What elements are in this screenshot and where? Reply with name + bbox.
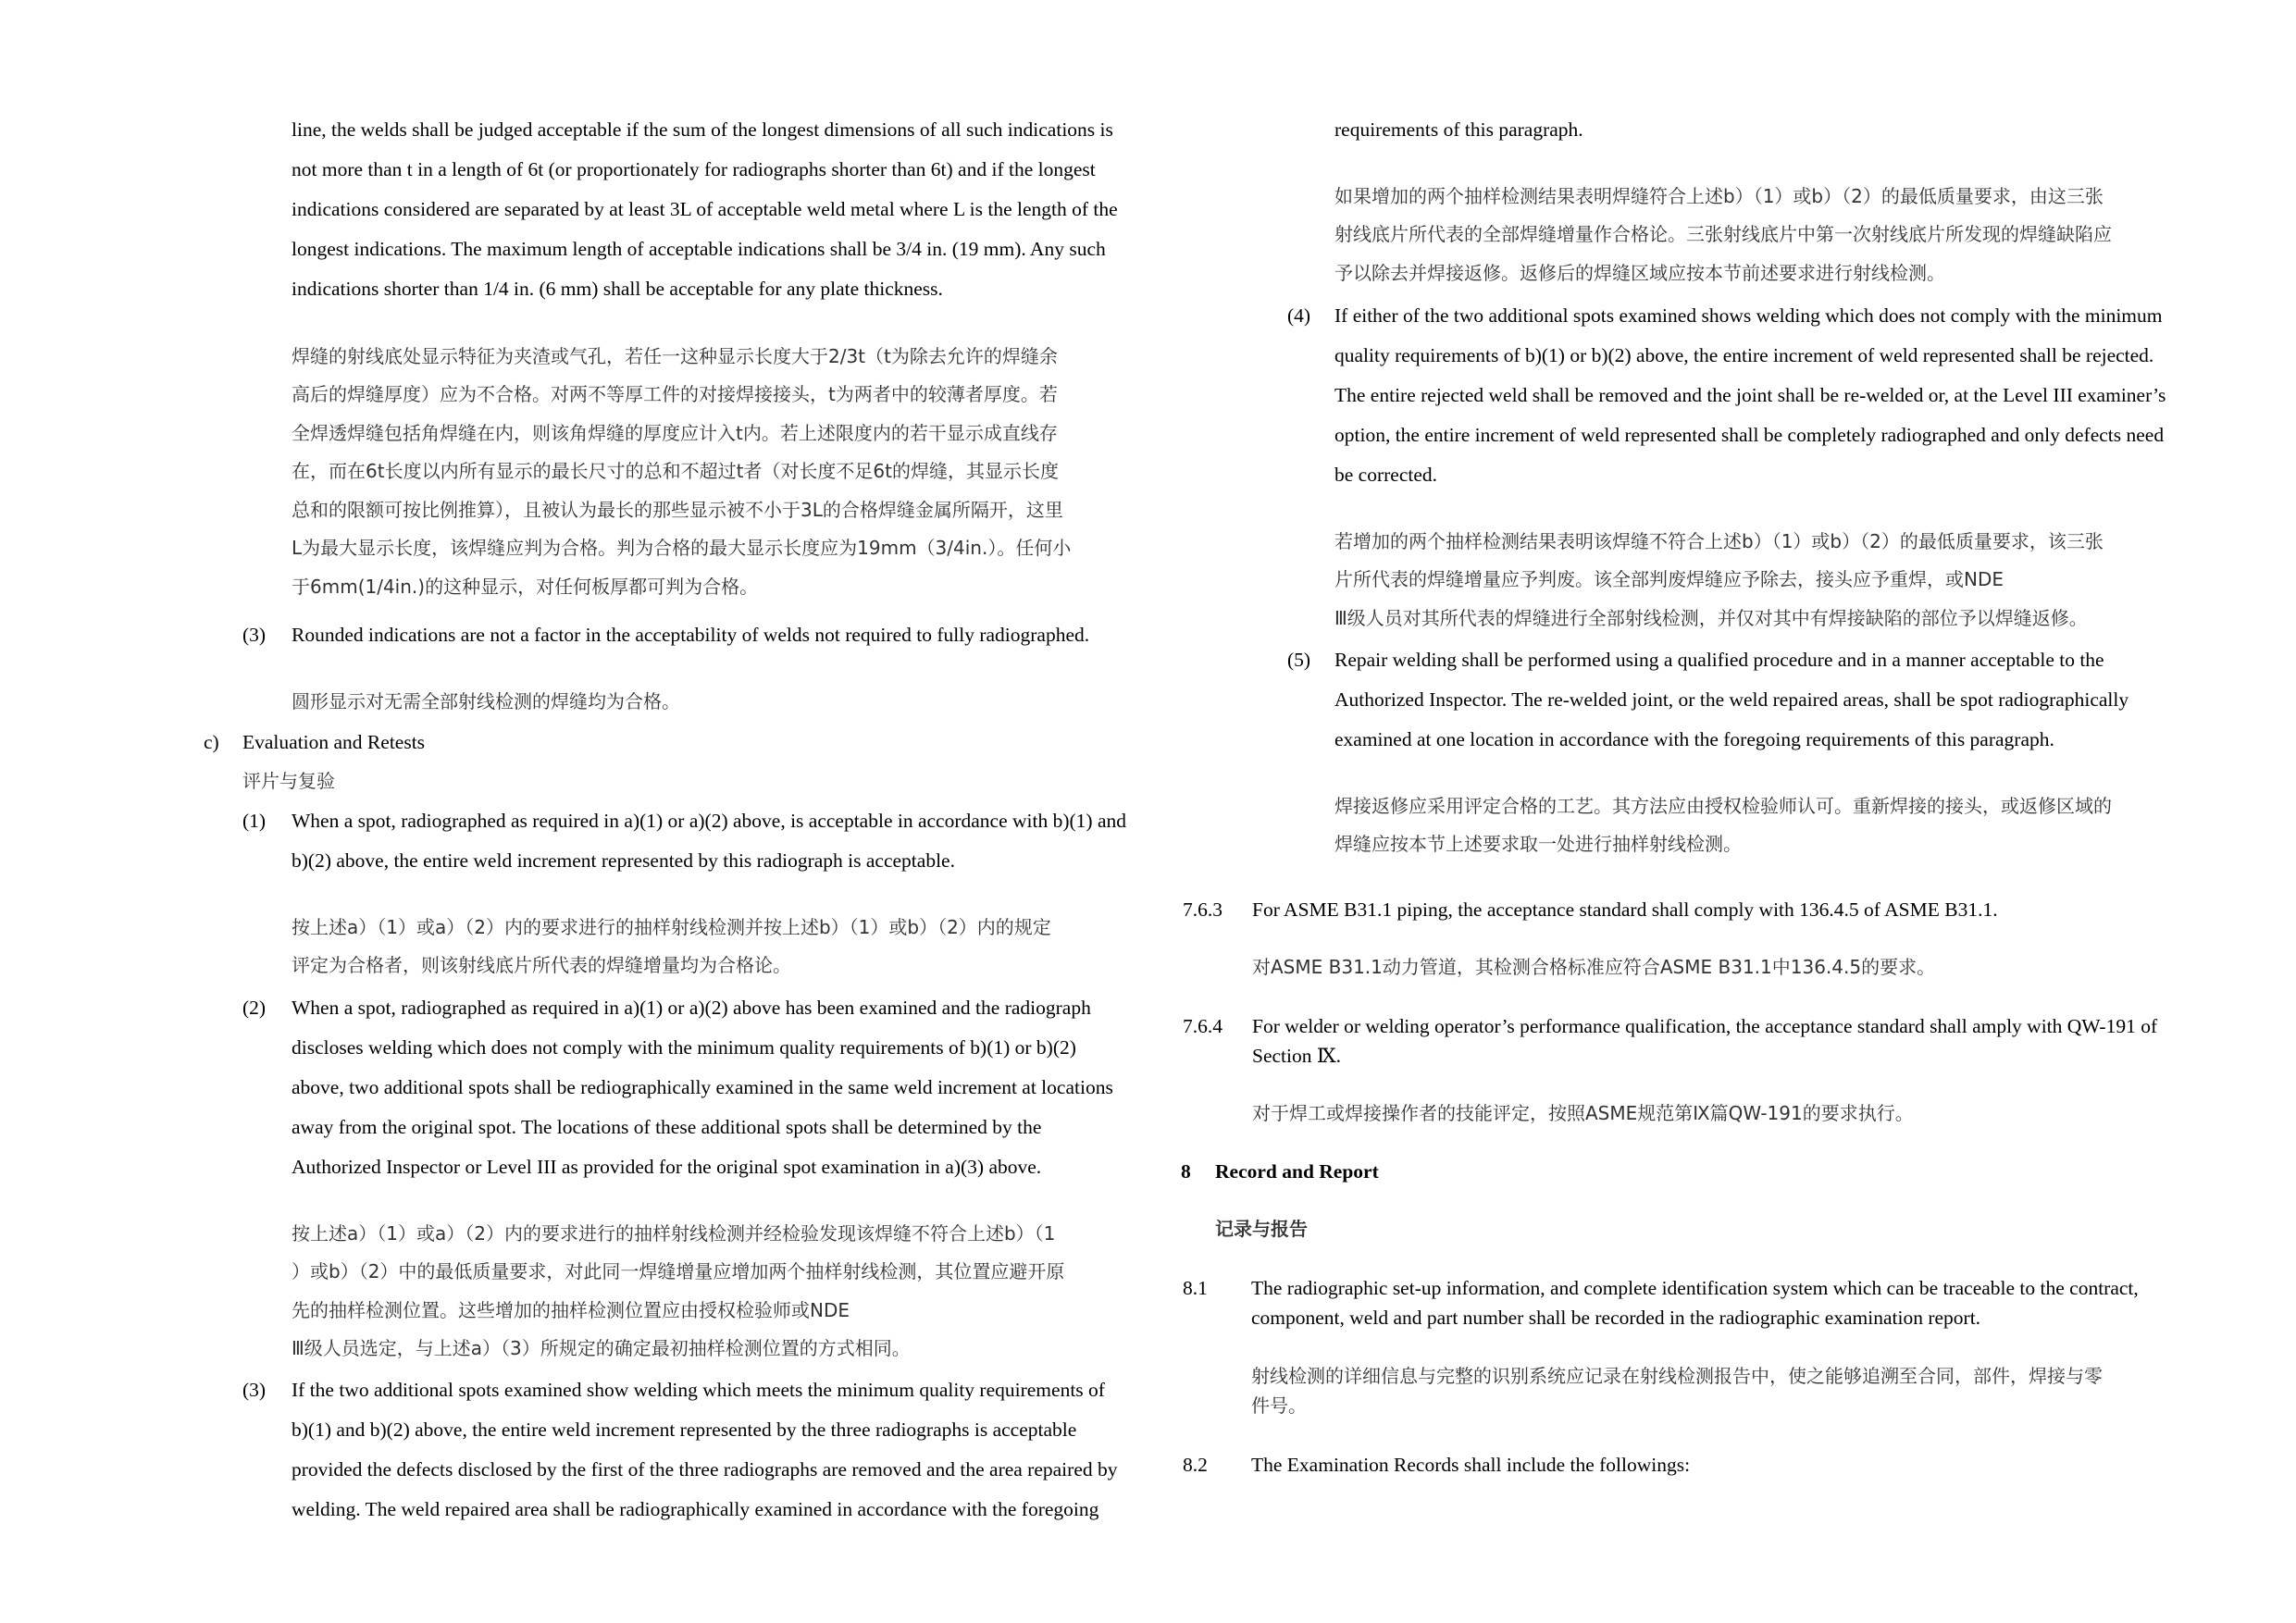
text-line: line, the welds shall be judged acceptable if the sum of the longest dimensions of all such indications is [292,118,1113,141]
text-line: examined at one location in accordance with the foregoing requirements of this paragraph. [1334,728,2054,750]
item-number: (2) [242,997,267,1019]
text-line-zh: 在，而在6t长度以内所有显示的最长尺寸的总和不超过t者（对长度不足6t的焊缝，其显示长度 [292,460,1059,482]
text-line: welding. The weld repaired area shall be radiographically examined in accordance with the foregoing [292,1498,1099,1520]
section-number: 8 [1181,1160,1191,1183]
text-line-zh: 于6mm(1/4in.)的这种显示，对任何板厚都可判为合格。 [292,576,759,598]
text-line: discloses welding which does not comply with the minimum quality requirements of b)(1) or b)(2) [292,1036,1076,1059]
text-line: Section Ⅸ. [1252,1045,1341,1067]
text-line: For welder or welding operator’s performance qualification, the acceptance standard shall amply with QW-191 of [1252,1015,2158,1037]
text-line-zh: 焊缝的射线底处显示特征为夹渣或气孔，若任一这种显示长度大于2/3t（t为除去允许的焊缝余 [292,345,1058,367]
text-line-zh: 焊接返修应采用评定合格的工艺。其方法应由授权检验师认可。重新焊接的接头，或返修区域的 [1334,795,2112,817]
text-line: If either of the two additional spots examined shows welding which does not comply with the minimum [1334,304,2163,327]
text-line: The entire rejected weld shall be removed and the joint shall be re-welded or, at the Level III examiner’s [1334,384,2166,406]
text-line-zh: 片所代表的焊缝增量应予判废。该全部判废焊缝应予除去，接头应予重焊，或NDE [1334,568,2004,590]
text-line: indications considered are separated by at least 3L of acceptable weld metal where L is the length of the [292,198,1118,220]
text-line: indications shorter than 1/4 in. (6 mm) shall be acceptable for any plate thickness. [292,278,943,300]
section-number: 7.6.3 [1183,898,1222,921]
text-line: For ASME B31.1 piping, the acceptance standard shall comply with 136.4.5 of ASME B31.1. [1252,898,1998,921]
text-line-zh: 焊缝应按本节上述要求取一处进行抽样射线检测。 [1334,833,1742,855]
section-letter: c) [204,731,219,753]
text-line-zh: 按上述a）（1）或a）（2）内的要求进行的抽样射线检测并经检验发现该焊缝不符合上述b）（1 [292,1222,1056,1245]
text-line-zh: 予以除去并焊接返修。返修后的焊缝区域应按本节前述要求进行射线检测。 [1334,262,1945,284]
text-line-zh: 按上述a）（1）或a）（2）内的要求进行的抽样射线检测并按上述b）（1）或b）（2）内的规定 [292,916,1051,938]
text-line-zh: 射线底片所代表的全部焊缝增量作合格论。三张射线底片中第一次射线底片所发现的焊缝缺陷应 [1334,223,2112,245]
text-line: b)(1) and b)(2) above, the entire weld increment represented by the three radiographs is acceptable [292,1419,1077,1441]
text-line: above, two additional spots shall be rediographically examined in the same weld increment at locations [292,1076,1113,1098]
text-line-zh: 若增加的两个抽样检测结果表明该焊缝不符合上述b）（1）或b）（2）的最低质量要求，该三张 [1334,530,2104,552]
text-line-zh: 件号。 [1251,1394,1307,1417]
section-number: 8.2 [1183,1454,1208,1476]
text-line-zh: 如果增加的两个抽样检测结果表明焊缝符合上述b）（1）或b）（2）的最低质量要求，由这三张 [1334,185,2104,207]
text-line-zh: 总和的限额可按比例推算），且被认为最长的那些显示被不小于3L的合格焊缝金属所隔开，这里 [292,499,1063,521]
text-line-zh: 对于焊工或焊接操作者的技能评定，按照ASME规范第Ⅸ篇QW-191的要求执行。 [1252,1102,1914,1124]
text-line-zh: 射线检测的详细信息与完整的识别系统应记录在射线检测报告中，使之能够追溯至合同，部件，焊接与零 [1251,1365,2103,1387]
text-line: Authorized Inspector or Level III as provided for the original spot examination in a)(3) above. [292,1156,1042,1178]
item-number: (1) [242,810,267,832]
text-line-zh: Ⅲ级人员选定，与上述a）（3）所规定的确定最初抽样检测位置的方式相同。 [292,1337,911,1359]
text-line: b)(2) above, the entire weld increment represented by this radiograph is acceptable. [292,849,955,872]
text-line: away from the original spot. The locations of these additional spots shall be determined by the [292,1116,1042,1138]
section-title: Evaluation and Retests [242,731,426,753]
text-line-zh: Ⅲ级人员对其所代表的焊缝进行全部射线检测，并仅对其中有焊接缺陷的部位予以焊缝返修。 [1334,607,2088,629]
item-number: (3) [242,1379,267,1401]
text-line: longest indications. The maximum length of acceptable indications shall be 3/4 in. (19 mm). Any such [292,238,1106,260]
text-line: The Examination Records shall include the followings: [1251,1454,1691,1476]
item-number: (4) [1287,304,1311,327]
section-number: 8.1 [1183,1277,1208,1299]
text-line: Repair welding shall be performed using a qualified procedure and in a manner acceptable to the [1334,649,2104,671]
text-line: requirements of this paragraph. [1334,118,1583,141]
text-line: When a spot, radiographed as required in a)(1) or a)(2) above has been examined and the radiograph [292,997,1091,1019]
text-line: Rounded indications are not a factor in the acceptability of welds not required to fully radiographed. [292,624,1090,646]
item-number: (5) [1287,649,1311,671]
text-line: If the two additional spots examined show welding which meets the minimum quality requirements of [292,1379,1105,1401]
text-line-zh: 先的抽样检测位置。这些增加的抽样检测位置应由授权检验师或NDE [292,1299,850,1321]
text-line: When a spot, radiographed as required in a)(1) or a)(2) above, is acceptable in accordance with b)(1) and [292,810,1126,832]
text-line: component, weld and part number shall be recorded in the radiographic examination report. [1251,1307,1981,1329]
text-line: The radiographic set-up information, and complete identification system which can be traceable to the contract, [1251,1277,2139,1299]
text-line-zh: 圆形显示对无需全部射线检测的焊缝均为合格。 [292,690,680,712]
text-line-zh: L为最大显示长度，该焊缝应判为合格。判为合格的最大显示长度应为19mm（3/4in.）。任何小 [292,537,1072,559]
text-line-zh: 高后的焊缝厚度）应为不合格。对两不等厚工件的对接焊接接头，t为两者中的较薄者厚度。若 [292,383,1058,405]
text-line-zh: 全焊透焊缝包括角焊缝在内，则该角焊缝的厚度应计入t内。若上述限度内的若干显示成直线存 [292,422,1058,444]
text-line: be corrected. [1334,464,1438,486]
text-line: option, the entire increment of weld represented shall be completely radiographed and only defects need [1334,424,2165,446]
section-title: Record and Report [1215,1160,1379,1183]
text-line-zh: ）或b）（2）中的最低质量要求，对此同一焊缝增量应增加两个抽样射线检测，其位置应避开原 [292,1260,1065,1282]
text-line: Authorized Inspector. The re-welded joint, or the weld repaired areas, shall be spot radiographically [1334,688,2129,711]
text-line: quality requirements of b)(1) or b)(2) above, the entire increment of weld represented shall be rejected. [1334,344,2154,366]
item-number: (3) [242,624,267,646]
text-line: provided the defects disclosed by the first of the three radiographs are removed and the area repaired by [292,1458,1118,1481]
section-title-zh: 记录与报告 [1215,1218,1308,1240]
section-number: 7.6.4 [1183,1015,1222,1037]
text-line: not more than t in a length of 6t (or proportionately for radiographs shorter than 6t) and if the longest [292,158,1096,180]
text-line-zh: 对ASME B31.1动力管道，其检测合格标准应符合ASME B31.1中136.4.5的要求。 [1252,956,1936,978]
section-title-zh: 评片与复验 [242,770,335,792]
text-line-zh: 评定为合格者，则该射线底片所代表的焊缝增量均为合格论。 [292,954,791,976]
